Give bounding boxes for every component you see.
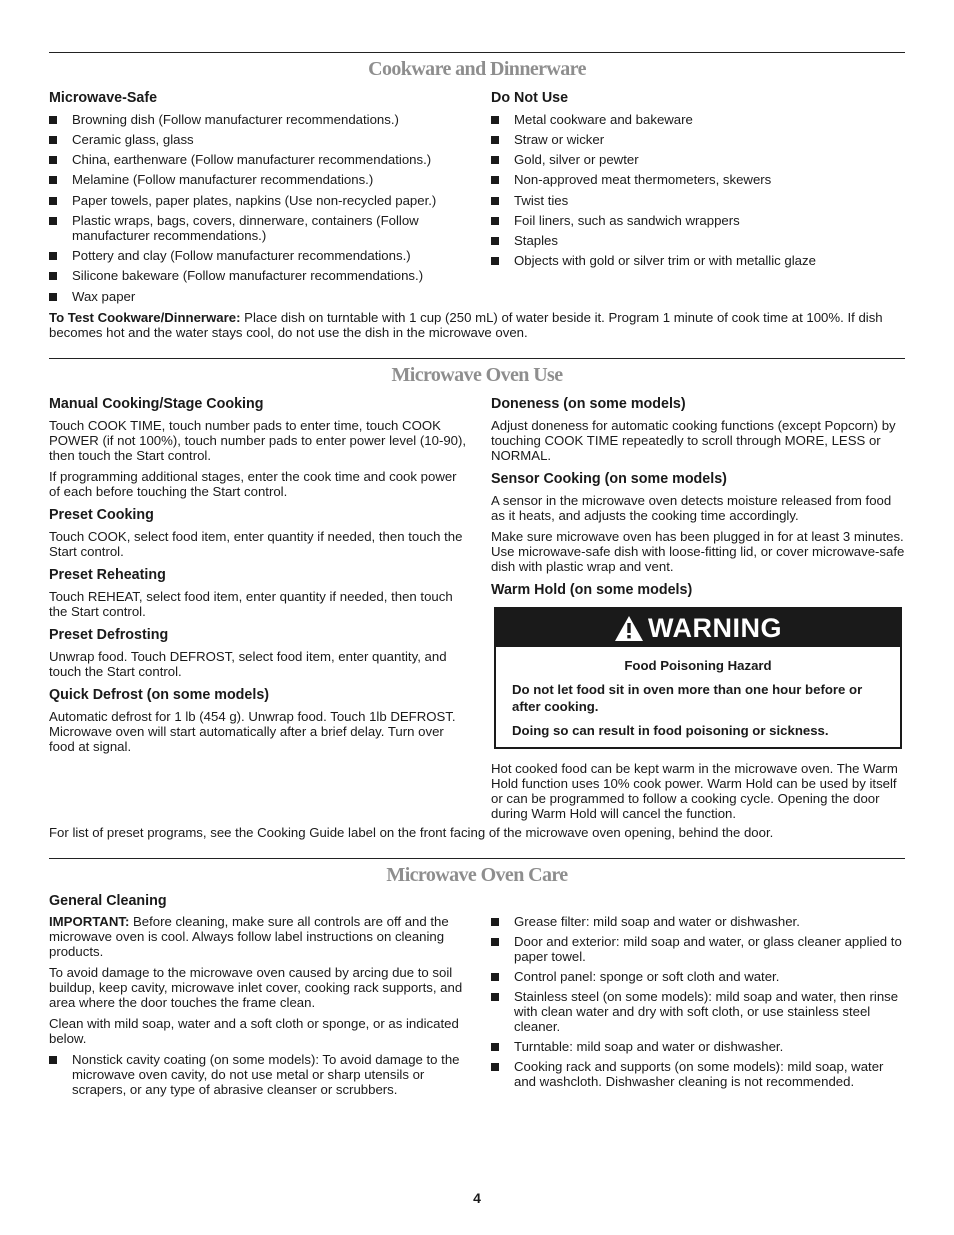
microwave-safe-heading: Microwave-Safe (49, 90, 158, 106)
quick-defrost-heading: Quick Defrost (on some models) (49, 687, 270, 703)
warm-hold-text: Hot cooked food can be kept warm in the microwave oven. The Warm Hold function uses 10% cook power. Warm Hold can be used by itself or can be programmed to follow a cooking cycle. Opening the door during Warm Hold will cancel the function. (491, 761, 898, 821)
warning-word: WARNING (648, 612, 782, 643)
list-item: Plastic wraps, bags, covers, dinnerware, containers (Follow manufacturer recommendations.) (49, 213, 469, 243)
warm-hold-heading: Warm Hold (on some models) (491, 582, 693, 598)
preset-cooking-text: Touch COOK, select food item, enter quantity if needed, then touch the Start control. (49, 529, 463, 559)
clean-text: Clean with mild soap, water and a soft cloth or sponge, or as indicated below. (49, 1016, 459, 1046)
section-title-care: Microwave Oven Care (386, 864, 568, 886)
general-cleaning-heading: General Cleaning (49, 893, 167, 909)
list-item: Objects with gold or silver trim or with metallic glaze (491, 253, 905, 268)
preset-defrosting-heading: Preset Defrosting (49, 627, 169, 643)
important-text: Before cleaning, make sure all controls are off and the microwave oven is cool. Always follow label instructions on cleaning products. (49, 914, 449, 959)
test-cookware-label: To Test Cookware/Dinnerware: (49, 310, 241, 325)
warning-box (494, 607, 902, 749)
list-item: Twist ties (491, 193, 905, 208)
microwave-safe-column (49, 89, 469, 304)
preset-cooking-heading: Preset Cooking (49, 507, 154, 523)
list-item: Wax paper (49, 289, 469, 304)
warning-header (496, 609, 900, 647)
warning-message: Do not let food sit in oven more than one hour before or after cooking. (512, 682, 863, 714)
list-item: Silicone bakeware (Follow manufacturer recommendations.) (49, 268, 469, 283)
list-item: Cooking rack and supports (on some models): mild soap, water and washcloth. Dishwasher cleaning is not recommended. (491, 1059, 905, 1089)
list-item: Browning dish (Follow manufacturer recommendations.) (49, 112, 469, 127)
manual-cooking-stages-text: If programming additional stages, enter the cook time and cook power of each before touching the Start control. (49, 469, 457, 499)
important-paragraph (49, 914, 467, 959)
list-item: China, earthenware (Follow manufacturer recommendations.) (49, 152, 469, 167)
manual-cooking-heading: Manual Cooking/Stage Cooking (49, 396, 264, 412)
preset-reheating-heading: Preset Reheating (49, 567, 166, 583)
care-left-column (49, 892, 467, 1097)
list-item: Grease filter: mild soap and water or dishwasher. (491, 914, 905, 929)
list-item: Pottery and clay (Follow manufacturer recommendations.) (49, 248, 469, 263)
list-item: Staples (491, 233, 905, 248)
quick-defrost-text: Automatic defrost for 1 lb (454 g). Unwrap food. Touch 1lb DEFROST. Microwave oven will start automatically after a brief delay. Turn over food at signal. (49, 709, 456, 754)
doneness-heading: Doneness (on some models) (491, 396, 686, 412)
use-right-column (491, 395, 905, 599)
list-item: Control panel: sponge or soft cloth and water. (491, 969, 905, 984)
list-item: Foil liners, such as sandwich wrappers (491, 213, 905, 228)
section-title-cookware: Cookware and Dinnerware (368, 58, 586, 80)
list-item: Nonstick cavity coating (on some models): To avoid damage to the microwave oven cavity, do not use metal or sharp utensils or scrapers, or any type of abrasive cleanser or scrubbers. (49, 1052, 467, 1097)
list-item: Door and exterior: mild soap and water, or glass cleaner applied to paper towel. (491, 934, 905, 964)
sensor-cooking-heading: Sensor Cooking (on some models) (491, 471, 727, 487)
do-not-use-column (491, 89, 905, 268)
test-cookware-paragraph (49, 310, 909, 340)
section-rule-use (49, 358, 905, 359)
care-right-column (491, 914, 905, 1089)
list-item: Non-approved meat thermometers, skewers (491, 172, 905, 187)
use-left-column (49, 395, 467, 754)
list-item: Straw or wicker (491, 132, 905, 147)
care-left-list (49, 1052, 467, 1097)
test-cookware-text: Place dish on turntable with 1 cup (250 mL) of water beside it. Program 1 minute of cook time at 100%. If dish becomes hot and the water stays cool, do not use the dish in the microwave oven. (49, 310, 883, 340)
list-item: Turntable: mild soap and water or dishwasher. (491, 1039, 905, 1054)
do-not-use-list (491, 112, 905, 268)
list-item: Metal cookware and bakeware (491, 112, 905, 127)
preset-programs-note: For list of preset programs, see the Cooking Guide label on the front facing of the microwave oven opening, behind the door. (49, 825, 774, 840)
sensor-cooking-text: A sensor in the microwave oven detects moisture released from food as it heats, and adjusts the cooking time accordingly. (491, 493, 892, 523)
list-item: Gold, silver or pewter (491, 152, 905, 167)
list-item: Ceramic glass, glass (49, 132, 469, 147)
warning-hazard-title: Food Poisoning Hazard (624, 658, 772, 673)
warning-consequence: Doing so can result in food poisoning or sickness. (512, 723, 829, 738)
section-rule-care (49, 858, 905, 859)
important-label: IMPORTANT: (49, 914, 130, 929)
section-title-use: Microwave Oven Use (391, 364, 563, 386)
section-rule-cookware (49, 52, 905, 53)
page-number: 4 (473, 1190, 481, 1206)
preset-defrosting-text: Unwrap food. Touch DEFROST, select food item, enter quantity, and touch the Start control. (49, 649, 447, 679)
doneness-text: Adjust doneness for automatic cooking functions (except Popcorn) by touching COOK TIME repeatedly to scroll through MORE, LESS or NORMAL. (491, 418, 896, 463)
arcing-text: To avoid damage to the microwave oven caused by arcing due to soil buildup, keep cavity, microwave inlet cover, cooking rack supports, and area where the door touches the frame clean. (49, 965, 463, 1010)
sensor-cooking-instructions: Make sure microwave oven has been plugged in for at least 3 minutes. Use microwave-safe dish with loose-fitting lid, or cover microwave-safe dish with plastic wrap and vent. (491, 529, 905, 574)
list-item: Melamine (Follow manufacturer recommendations.) (49, 172, 469, 187)
warning-triangle-icon (614, 615, 644, 642)
care-right-list (491, 914, 905, 1089)
microwave-safe-list (49, 112, 469, 304)
warning-body (512, 657, 884, 739)
manual-cooking-text: Touch COOK TIME, touch number pads to enter time, touch COOK POWER (if not 100%), touch number pads to enter power level (10-90), then touch the Start control. (49, 418, 467, 463)
list-item: Stainless steel (on some models): mild soap and water, then rinse with clean water and dry with soft cloth, or use stainless steel cleaner. (491, 989, 905, 1034)
list-item: Paper towels, paper plates, napkins (Use non-recycled paper.) (49, 193, 469, 208)
do-not-use-heading: Do Not Use (491, 90, 569, 106)
preset-reheating-text: Touch REHEAT, select food item, enter quantity if needed, then touch the Start control. (49, 589, 453, 619)
